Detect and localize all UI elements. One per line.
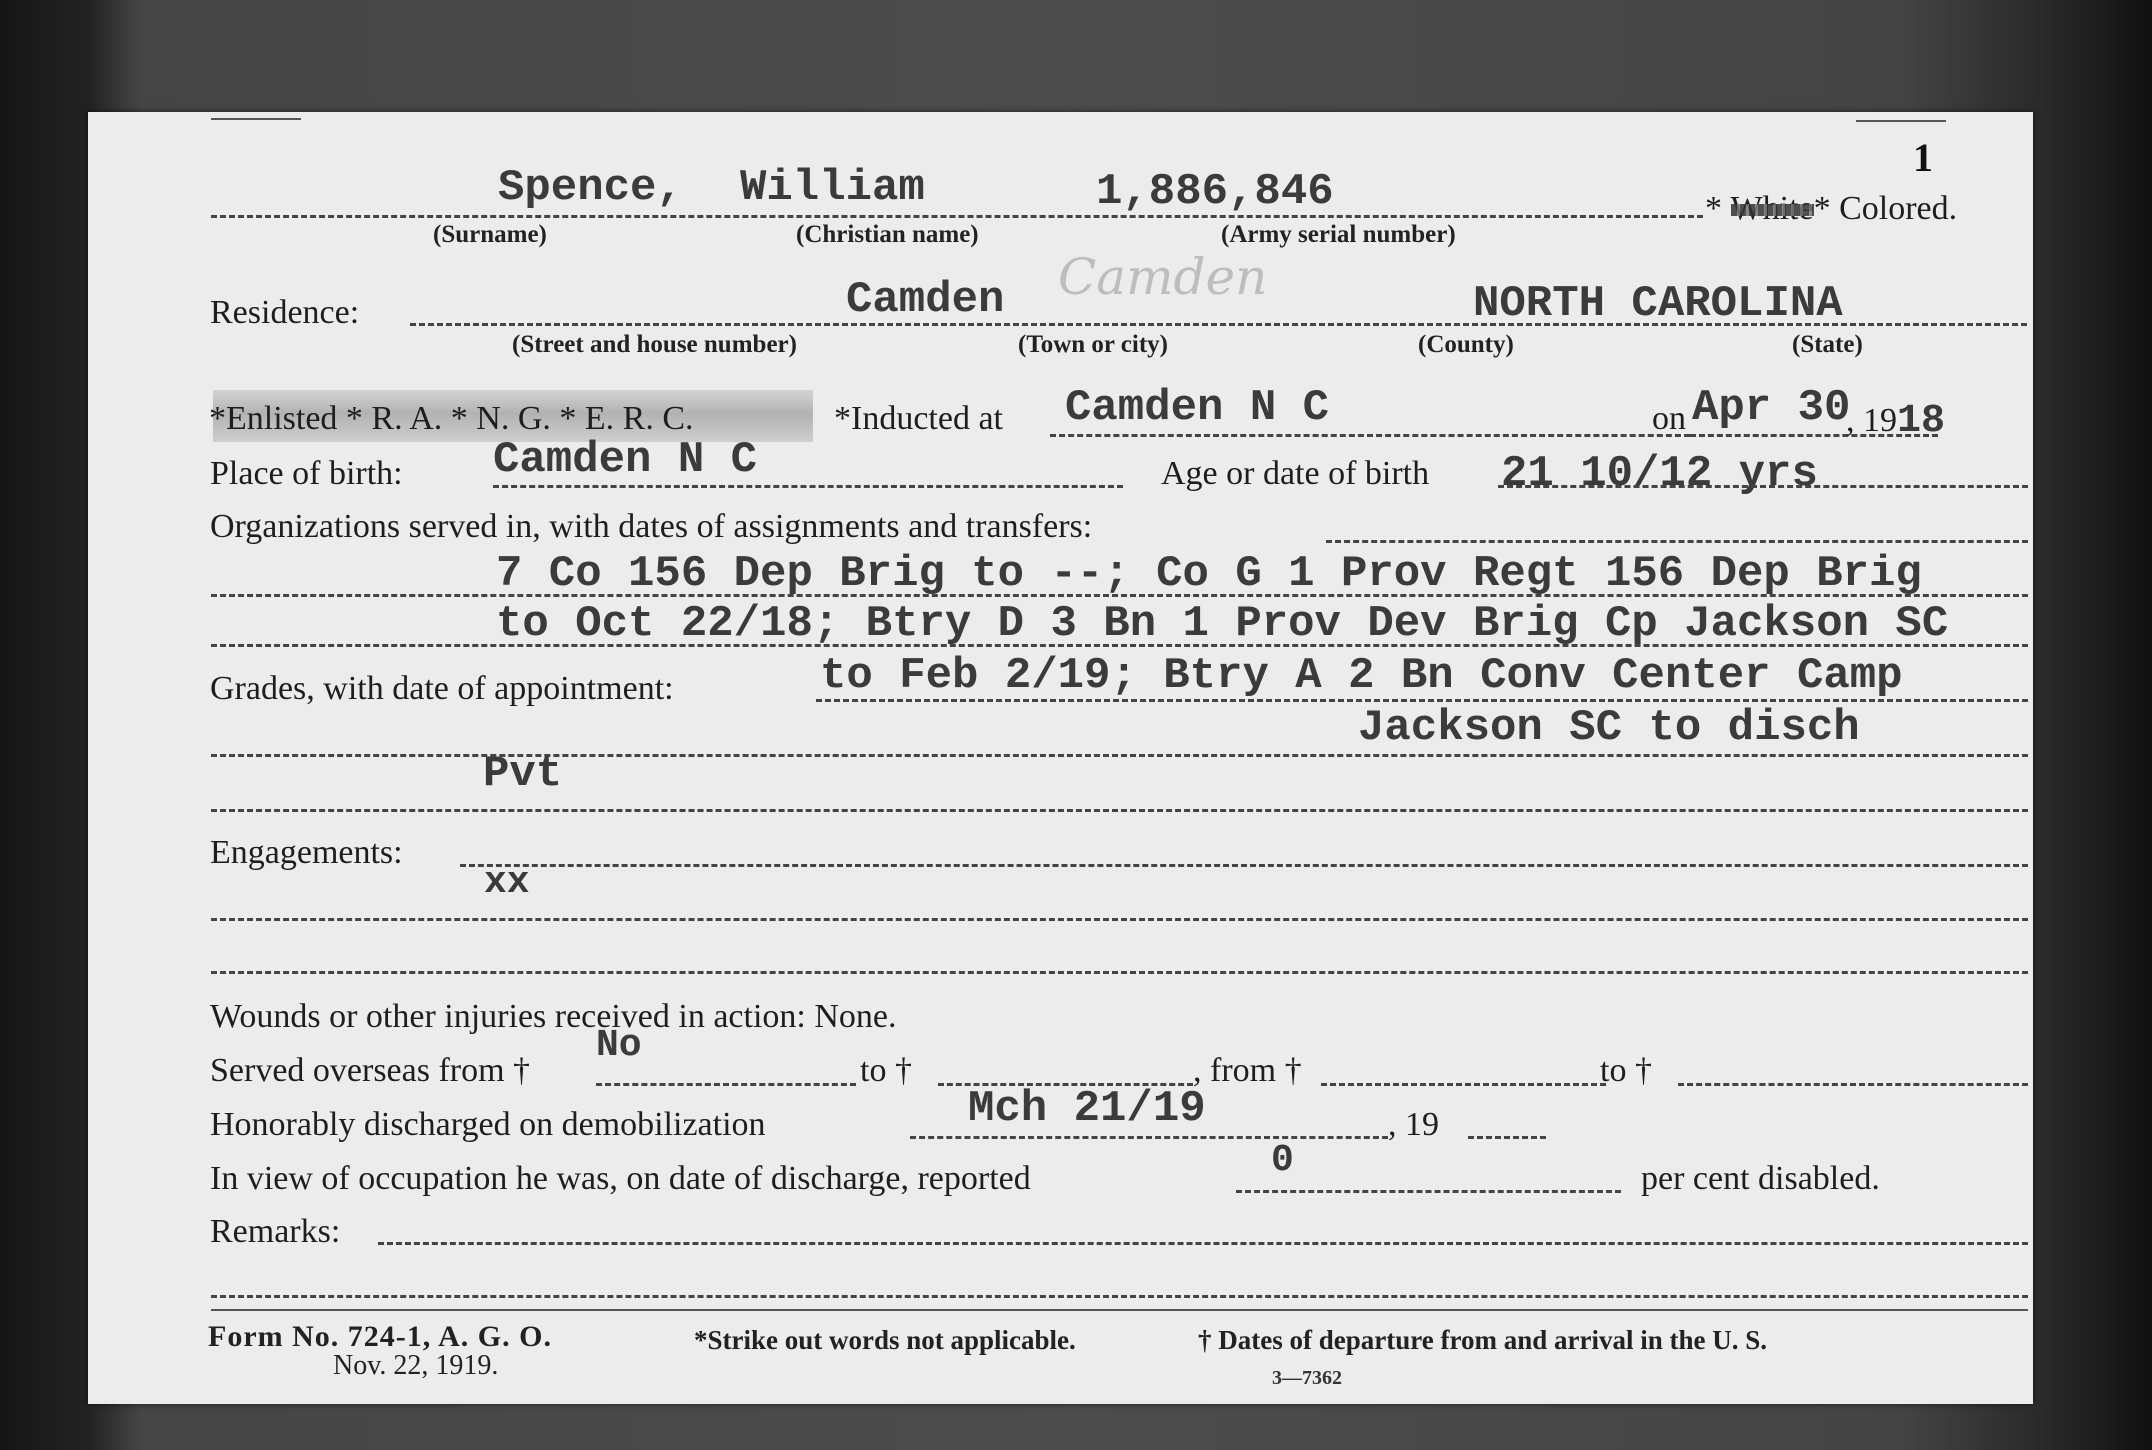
footer-rule: [211, 1309, 2028, 1311]
residence-state-value: NORTH CAROLINA: [1473, 279, 1843, 329]
grade-value: Pvt: [483, 749, 563, 799]
organizations-line-1: [211, 594, 2028, 597]
name-line: [211, 215, 1703, 218]
organizations-label: Organizations served in, with dates of assignments and transfers:: [210, 508, 1093, 545]
serial-number-caption: (Army serial number): [1221, 221, 1456, 248]
handwritten-town-annotation: Camden: [1058, 248, 1268, 306]
wounds-text: Wounds or other injuries received in action: None.: [210, 998, 897, 1035]
top-right-rule: [1856, 120, 1946, 122]
christian-name-caption: (Christian name): [796, 221, 979, 248]
served-overseas-label: Served overseas from †: [210, 1052, 531, 1089]
serial-number-value: 1,886,846: [1096, 167, 1334, 217]
discharge-date-value: Mch 21/19: [968, 1084, 1206, 1134]
dates-note: † Dates of departure from and arrival in the U. S.: [1198, 1325, 1767, 1355]
served-overseas-value: No: [596, 1024, 642, 1067]
inducted-label: *Inducted at: [834, 400, 1003, 437]
inducted-date-value: Apr 30: [1692, 383, 1851, 433]
engagements-line-1: [460, 864, 2028, 867]
organization-line-2: to Oct 22/18; Btry D 3 Bn 1 Prov Dev Brig Cp Jackson SC: [496, 599, 1949, 649]
overseas-from-label: , from †: [1193, 1052, 1302, 1089]
place-of-birth-line: [493, 485, 1123, 488]
age-line: [1498, 485, 2028, 488]
residence-label: Residence:: [210, 294, 360, 331]
grades-line-3: [211, 809, 2028, 812]
organizations-line-2: [211, 644, 2028, 647]
disability-suffix: per cent disabled.: [1641, 1160, 1880, 1197]
overseas-to-label: to †: [860, 1052, 912, 1089]
place-of-birth-value: Camden N C: [493, 435, 758, 485]
disability-line: [1236, 1190, 1621, 1193]
age-label: Age or date of birth: [1161, 455, 1430, 492]
remarks-line-2: [211, 1295, 2028, 1298]
overseas-to2-line: [1678, 1083, 2028, 1086]
grades-line-1: [816, 699, 2028, 702]
engagements-line-3: [211, 971, 2028, 974]
card-number: 1: [1913, 135, 1933, 180]
christian-name-value: William: [740, 163, 925, 213]
overseas-from-line: [596, 1083, 856, 1086]
surname-value: Spence,: [498, 163, 683, 213]
residence-town-value: Camden: [846, 275, 1005, 325]
engagements-value: xx: [484, 861, 530, 904]
residence-line: [410, 323, 2027, 326]
surname-caption: (Surname): [433, 221, 547, 248]
street-caption: (Street and house number): [512, 331, 797, 358]
top-left-rule: [211, 118, 301, 120]
inducted-line: [1050, 434, 1690, 437]
form-number: Form No. 724-1, A. G. O.: [208, 1320, 552, 1353]
discharge-label: Honorably discharged on demobilization: [210, 1106, 766, 1143]
overseas-from2-line: [1321, 1083, 1606, 1086]
place-of-birth-label: Place of birth:: [210, 455, 403, 492]
organizations-line-0: [1326, 540, 2028, 543]
remarks-line-1: [378, 1242, 2028, 1245]
organization-line-3: to Feb 2/19; Btry A 2 Bn Conv Center Camp: [820, 651, 1903, 701]
engagements-line-2: [211, 918, 2028, 921]
organization-line-1: 7 Co 156 Dep Brig to --; Co G 1 Prov Regt 156 Dep Brig: [496, 549, 1922, 599]
age-value: 21 10/12 yrs: [1501, 449, 1818, 499]
county-caption: (County): [1418, 331, 1514, 358]
state-caption: (State): [1792, 331, 1863, 358]
grades-label: Grades, with date of appointment:: [210, 670, 674, 707]
inducted-at-value: Camden N C: [1065, 383, 1330, 433]
print-code: 3—7362: [1272, 1367, 1342, 1389]
disability-label: In view of occupation he was, on date of discharge, reported: [210, 1160, 1031, 1197]
overseas-to2-label: to †: [1600, 1052, 1652, 1089]
strike-out-note: *Strike out words not applicable.: [694, 1325, 1076, 1355]
discharge-line: [910, 1136, 1388, 1139]
discharge-year-line: [1468, 1136, 1546, 1139]
service-record-card: [88, 112, 2033, 1404]
organization-line-4: Jackson SC to disch: [1358, 703, 1860, 753]
form-date: Nov. 22, 1919.: [333, 1350, 499, 1381]
race-field: * * Colored.: [1705, 190, 1958, 227]
disability-value: 0: [1271, 1139, 1294, 1182]
on-label: on: [1652, 400, 1686, 437]
engagements-label: Engagements:: [210, 834, 403, 871]
discharge-year-label: , 19: [1388, 1106, 1439, 1143]
town-caption: (Town or city): [1018, 331, 1168, 358]
year-field: , 1918: [1846, 399, 1946, 444]
enlisted-label: *Enlisted * R. A. * N. G. * E. R. C.: [209, 400, 694, 437]
remarks-label: Remarks:: [210, 1213, 341, 1250]
